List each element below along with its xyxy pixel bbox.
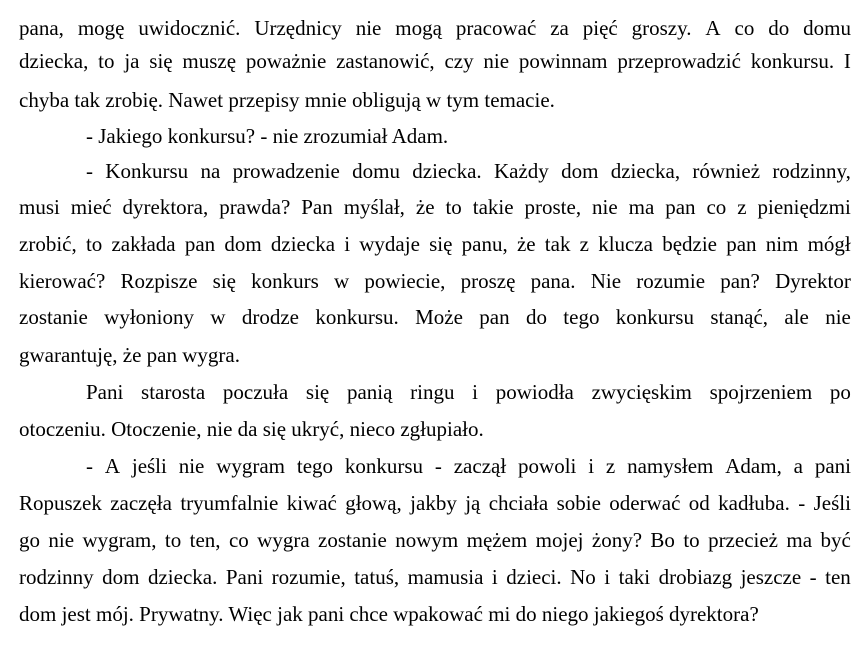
text-line-11: Pani starosta poczuła się panią ringu i powiodła zwycięskim spojrzeniem po	[86, 380, 851, 404]
text-line-15: go nie wygram, to ten, co wygra zostanie nowym mężem mojej żony? Bo to przecież ma być	[19, 528, 851, 552]
text-line-2: dziecka, to ja się muszę poważnie zastanowić, czy nie powinnam przeprowadzić konkursu. I	[19, 49, 851, 73]
text-line-14: Ropuszek zaczęła tryumfalnie kiwać głową, jakby ją chciała sobie oderwać od kadłuba. - Jeśli	[19, 491, 851, 515]
text-line-7: zrobić, to zakłada pan dom dziecka i wydaje się panu, że tak z klucza będzie pan nim mógł	[19, 232, 851, 256]
text-line-3: chyba tak zrobię. Nawet przepisy mnie obligują w tym temacie.	[19, 88, 555, 112]
text-line-12: otoczeniu. Otoczenie, nie da się ukryć, nieco zgłupiało.	[19, 417, 484, 441]
text-line-16: rodzinny dom dziecka. Pani rozumie, tatuś, mamusia i dzieci. No i taki drobiazg jeszcze - ten	[19, 565, 851, 589]
text-line-17: dom jest mój. Prywatny. Więc jak pani chce wpakować mi do niego jakiegoś dyrektora?	[19, 602, 759, 626]
text-line-1: pana, mogę uwidocznić. Urzędnicy nie mogą pracować za pięć groszy. A co do domu	[19, 16, 851, 40]
text-line-4: - Jakiego konkursu? - nie zrozumiał Adam.	[86, 124, 449, 148]
text-line-10: gwarantuję, że pan wygra.	[19, 343, 240, 367]
text-line-6: musi mieć dyrektora, prawda? Pan myślał, że to takie proste, nie ma pan co z pieniędzmi	[19, 195, 851, 219]
text-line-5: - Konkursu na prowadzenie domu dziecka. Każdy dom dziecka, również rodzinny,	[86, 159, 851, 183]
text-line-8: kierować? Rozpisze się konkurs w powiecie, proszę pana. Nie rozumie pan? Dyrektor	[19, 269, 851, 293]
text-line-9: zostanie wyłoniony w drodze konkursu. Może pan do tego konkursu stanąć, ale nie	[19, 305, 851, 329]
text-line-13: - A jeśli nie wygram tego konkursu - zaczął powoli i z namysłem Adam, a pani	[86, 454, 851, 478]
